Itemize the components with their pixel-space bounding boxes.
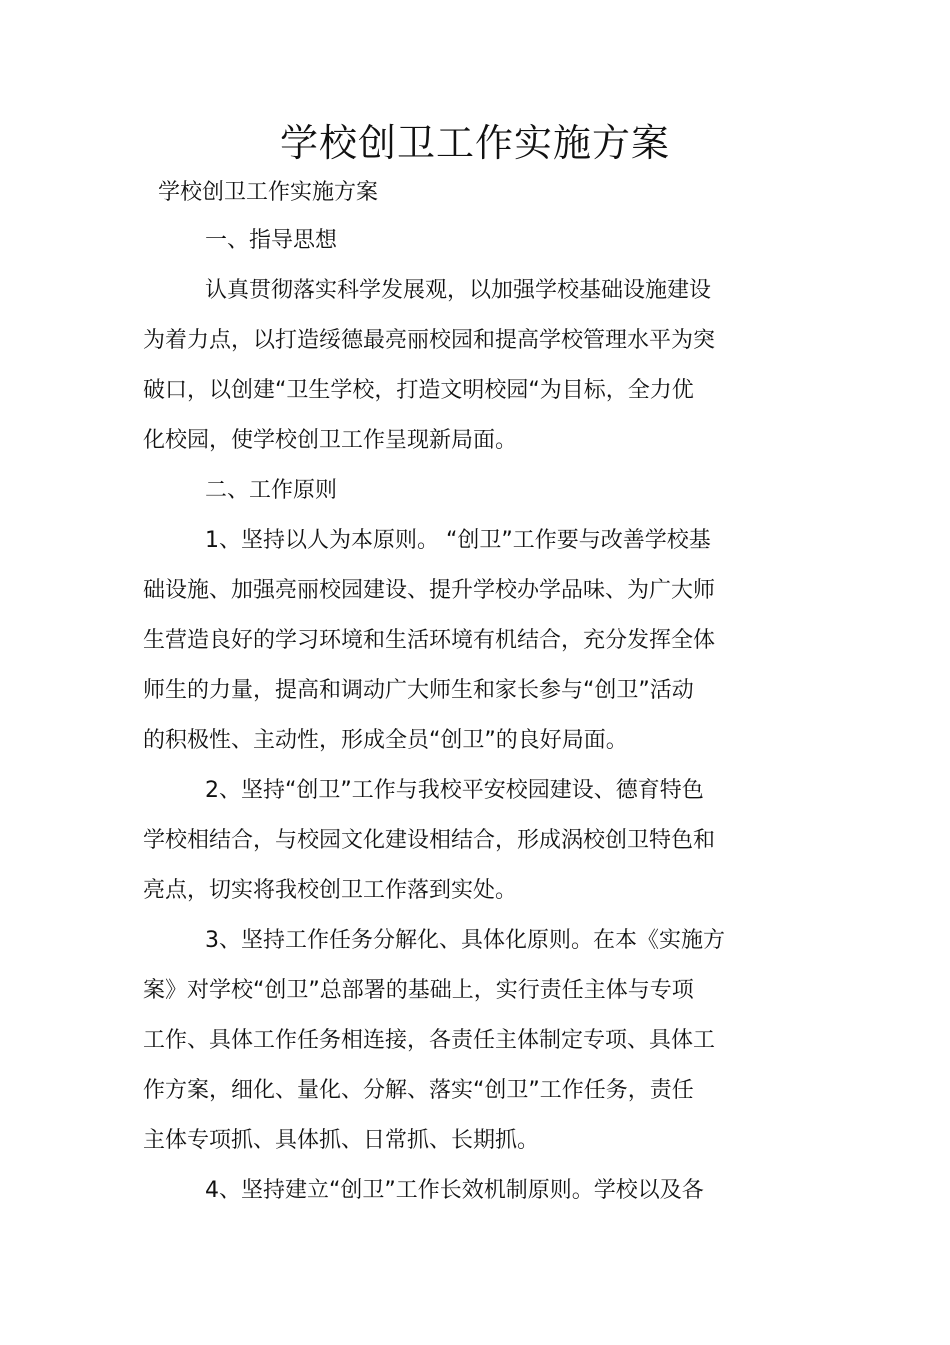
paragraph-line: 础设施、加强亮丽校园建设、提升学校办学品味、为广大师 [143, 578, 716, 603]
paragraph-line: 化校园，使学校创卫工作呈现新局面。 [143, 428, 518, 453]
paragraph-line: 4、坚持建立“创卫”工作长效机制原则。学校以及各 [205, 1178, 704, 1203]
paragraph-line: 认真贯彻落实科学发展观，以加强学校基础设施建设 [205, 278, 712, 303]
document-subtitle: 学校创卫工作实施方案 [158, 180, 379, 205]
paragraph-line: 作方案，细化、量化、分解、落实“创卫”工作任务，责任 [143, 1078, 694, 1103]
paragraph-line: 3、坚持工作任务分解化、具体化原则。在本《实施方 [205, 928, 725, 953]
section-heading: 二、工作原则 [205, 478, 338, 503]
paragraph-line: 的积极性、主动性，形成全员“创卫”的良好局面。 [143, 728, 628, 753]
paragraph-line: 亮点，切实将我校创卫工作落到实处。 [143, 878, 518, 903]
paragraph-line: 学校相结合，与校园文化建设相结合，形成涡校创卫特色和 [143, 828, 716, 853]
paragraph-line: 1、坚持以人为本原则。 “创卫”工作要与改善学校基 [205, 528, 711, 553]
paragraph-line: 主体专项抓、具体抓、日常抓、长期抓。 [143, 1128, 540, 1153]
paragraph-line: 2、坚持“创卫”工作与我校平安校园建设、德育特色 [205, 778, 704, 803]
section-heading: 一、指导思想 [205, 228, 338, 253]
document-title: 学校创卫工作实施方案 [279, 121, 670, 165]
paragraph-line: 工作、具体工作任务相连接，各责任主体制定专项、具体工 [143, 1028, 716, 1053]
paragraph-line: 为着力点，以打造绥德最亮丽校园和提高学校管理水平为突 [143, 328, 716, 353]
paragraph-line: 生营造良好的学习环境和生活环境有机结合，充分发挥全体 [143, 628, 716, 653]
paragraph-line: 案》对学校“创卫”总部署的基础上，实行责任主体与专项 [143, 978, 694, 1003]
paragraph-line: 师生的力量，提高和调动广大师生和家长参与“创卫”活动 [143, 678, 694, 703]
paragraph-line: 破口，以创建“卫生学校，打造文明校园“为目标，全力优 [143, 378, 694, 403]
